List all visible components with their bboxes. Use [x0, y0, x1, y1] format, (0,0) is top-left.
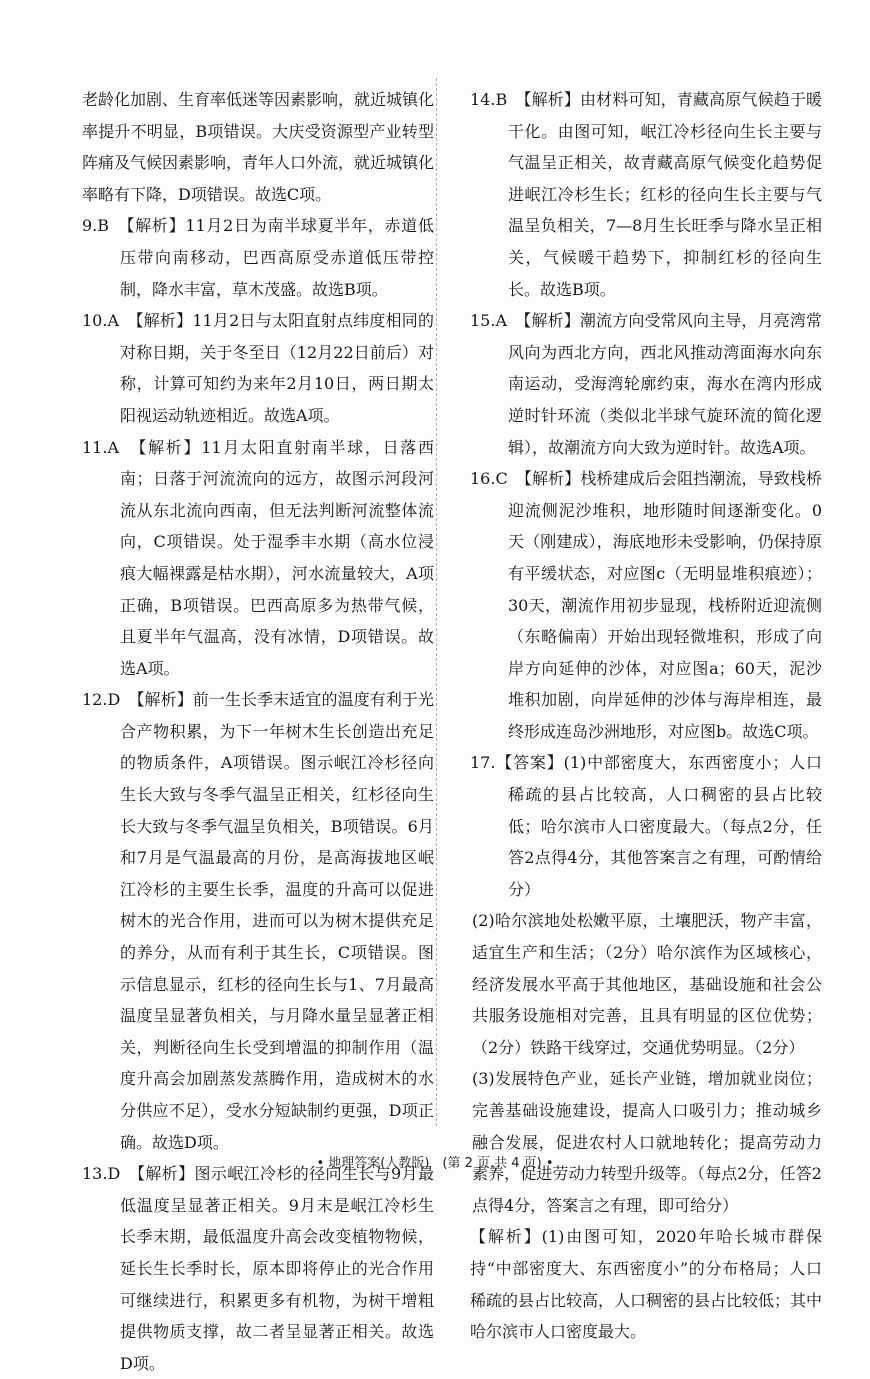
answer-item-17-part1: 17.【答案】(1)中部密度大，东西密度小；人口稀疏的县占比较高，人口稠密的县占比较低；哈尔滨市人口密度最大。（每点2分，任答2点得4分，其他答案言之有理，可酌情给分）	[470, 753, 822, 899]
answer-item-10: 10.A 【解析】11月2日与太阳直射点纬度相同的对称日期，关于冬至日（12月22日前后）对称，计算可知约为来年2月10日，两日期太阳视运动轨迹相近。故选A项。	[82, 311, 434, 425]
answer-item-13: 13.D 【解析】图示岷江冷杉的径向生长与9月最低温度呈显著正相关。9月末是岷江冷杉生长季末期，最低温度升高会改变植物物候，延长生长季时长，原本即将停止的光合作用可继续进行，积累更多有机物，为树干增粗提供物质支撑，故二者呈显著正相关。故选D项。	[82, 1164, 434, 1373]
page-footer: • 地理答案(人教版) (第 2 页,共 4 页) •	[316, 1156, 554, 1171]
answer-item-11: 11.A 【解析】11月太阳直射南半球，日落西南；日落于河流流向的远方，故图示河段河流从东北流向西南，但无法判断河流整体流向，C项错误。处于湿季丰水期（高水位浸痕大幅裸露是枯水期），河水流量较大，A项正确，B项错误。巴西高原多为热带气候，且夏半年气温高，没有冰情，D项错误。故选A项。	[82, 437, 434, 678]
left-column	[82, 84, 434, 1379]
column-divider	[436, 78, 437, 1126]
continuation-text: 老龄化加剧、生育率低迷等因素影响，就近城镇化率提升不明显，B项错误。大庆受资源型产业转型阵痛及气候因素影响，青年人口外流，就近城镇化率略有下降，D项错误。故选C项。	[82, 90, 435, 204]
answer-item-16: 16.C 【解析】栈桥建成后会阻挡潮流，导致栈桥迎流侧泥沙堆积，地形随时间逐渐变化。0天（刚建成），海底地形未受影响，仍保持原有平缓状态，对应图c（无明显堆积痕迹）；30天，潮流作用初步显现，栈桥附近迎流侧（东略偏南）开始出现轻微堆积，形成了向岸方向延伸的沙体，对应图a；60天，泥沙堆积加剧，向岸延伸的沙体与海岸相连，最终形成连岛沙洲地形，对应图b。故选C项。	[470, 469, 822, 741]
answer-item-17-part3: (3)发展特色产业，延长产业链，增加就业岗位；完善基础设施建设，提高人口吸引力；推动城乡融合发展，促进农村人口就地转化；提高劳动力素养，促进劳动力转型升级等。（每点2分，任答2点得4分，答案言之有理，即可给分）	[472, 1069, 822, 1215]
answer-item-17-part2: (2)哈尔滨地处松嫩平原，土壤肥沃，物产丰富，适宜生产和生活；（2分）哈尔滨作为区域核心，经济发展水平高于其他地区，基础设施和社会公共服务设施相对完善，且具有明显的区位优势；（2分）铁路干线穿过，交通优势明显。（2分）	[472, 911, 822, 1057]
answer-item-15: 15.A 【解析】潮流方向受常风向主导，月亮湾常风向为西北方向，西北风推动湾面海水向东南运动，受海湾轮廓约束，海水在湾内形成逆时针环流（类似北半球气旋环流的简化逻辑），故潮流方向大致为逆时针。故选A项。	[470, 311, 822, 457]
analysis-17-part1: 【解析】(1)由图可知，2020年哈长城市群保持“中部密度大、东西密度小”的分布格局；人口稀疏的县占比较高，人口稠密的县占比较低；其中哈尔滨市人口密度最大。	[470, 1227, 823, 1342]
answer-item-12: 12.D 【解析】前一生长季末适宜的温度有利于光合产物积累，为下一年树木生长创造出充足的物质条件，A项错误。图示岷江冷杉径向生长大致与冬季气温呈正相关，红杉径向生长大致与冬季气温呈负相关，B项错误。6月和7月是气温最高的月份，是高海拔地区岷江冷杉的主要生长季，温度的升高可以促进树木的光合作用，进而可以为树木提供充足的养分，从而有利于其生长，C项错误。图示信息显示，红杉的径向生长与1、7月最高温度呈显著负相关，与月降水量呈显著正相关，判断径向生长受到增温的抑制作用（温度升高会加剧蒸发蒸腾作用，造成树木的水分供应不足），受水分短缺制约更强，D项正确。故选D项。	[82, 690, 434, 1152]
answer-item-9: 9.B 【解析】11月2日为南半球夏半年，赤道低压带向南移动，巴西高原受赤道低压带控制，降水丰富，草木茂盛。故选B项。	[82, 216, 434, 299]
answer-item-14: 14.B 【解析】由材料可知，青藏高原气候趋于暖干化。由图可知，岷江冷杉径向生长主要与气温呈正相关，故青藏高原气候变化趋势促进岷江冷杉生长；红杉的径向生长主要与气温呈负相关，7—8月生长旺季与降水呈正相关，气候暖干趋势下，抑制红杉的径向生长。故选B项。	[470, 90, 822, 299]
